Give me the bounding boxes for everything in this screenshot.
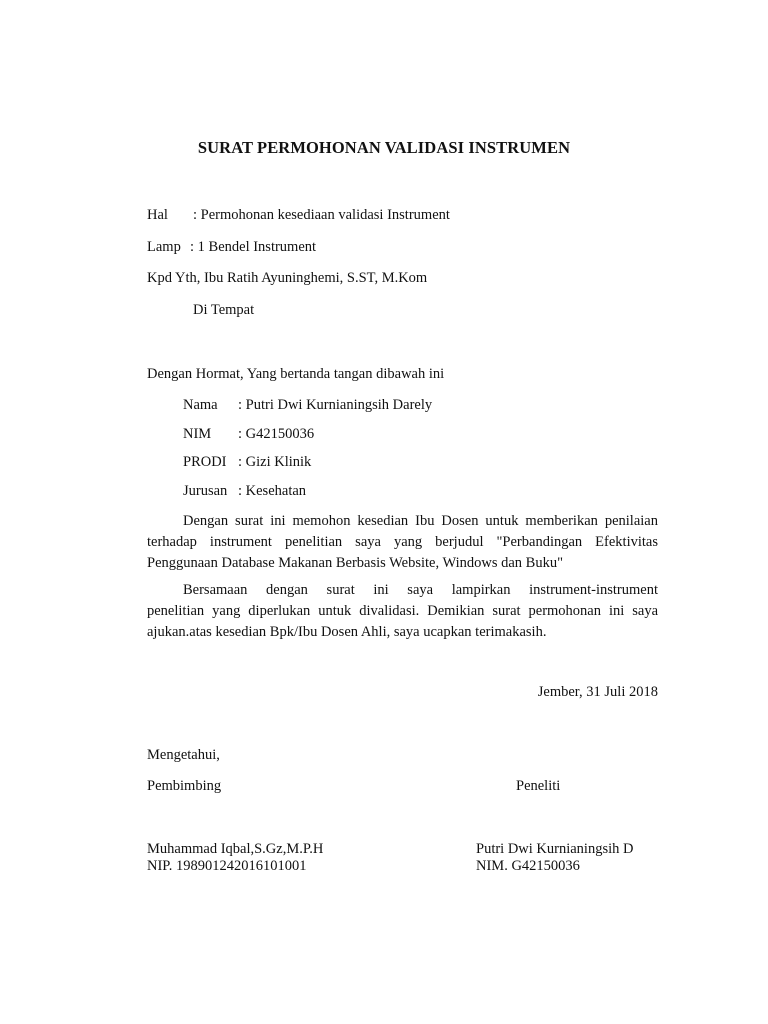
lamp-label: Lamp: [147, 239, 181, 255]
recipient: Kpd Yth, Ibu Ratih Ayuninghemi, S.ST, M.Kom: [147, 270, 428, 286]
researcher-nim: NIM. G42150036: [476, 858, 580, 874]
letter-title: SURAT PERMOHONAN VALIDASI INSTRUMEN: [197, 138, 571, 157]
place: Di Tempat: [193, 302, 255, 318]
supervisor-nip: NIP. 198901242016101001: [147, 858, 307, 874]
prodi-value: : Gizi Klinik: [238, 454, 312, 470]
paragraph-line: terhadap instrument penelitian saya yang berjudul "Perbandingan Efektivitas: [147, 534, 658, 550]
supervisor-name: Muhammad Iqbal,S.Gz,M.P.H: [147, 841, 324, 857]
paragraph-request: [147, 511, 658, 574]
jurusan-value: : Kesehatan: [238, 483, 307, 499]
letter-date: Jember, 31 Juli 2018: [537, 684, 658, 700]
researcher-role: Peneliti: [516, 778, 561, 794]
nama-label: Nama: [183, 397, 218, 413]
acknowledge-label: Mengetahui,: [147, 747, 220, 763]
paragraph-line: ajukan.atas kesedian Bpk/Ibu Dosen Ahli, saya ucapkan terimakasih.: [147, 624, 547, 640]
paragraph-line: penelitian yang diperlukan untuk divalidasi. Demikian surat permohonan ini saya: [147, 603, 658, 619]
nim-value: : G42150036: [238, 426, 315, 442]
nama-value: : Putri Dwi Kurnianingsih Darely: [238, 397, 433, 413]
paragraph-line: Penggunaan Database Makanan Berbasis Website, Windows dan Buku": [147, 555, 563, 571]
greeting: Dengan Hormat, Yang bertanda tangan dibawah ini: [147, 366, 445, 382]
paragraph-attachment: [147, 580, 658, 643]
lamp-value: : 1 Bendel Instrument: [190, 239, 317, 255]
hal-value: : Permohonan kesediaan validasi Instrument: [193, 207, 450, 223]
paragraph-line: Dengan surat ini memohon kesedian Ibu Dosen untuk memberikan penilaian: [183, 513, 658, 529]
paragraph-line: Bersamaan dengan surat ini saya lampirkan instrument-instrument: [183, 582, 658, 598]
nim-label: NIM: [183, 426, 212, 442]
prodi-label: PRODI: [183, 454, 227, 470]
jurusan-label: Jurusan: [183, 483, 228, 499]
researcher-name: Putri Dwi Kurnianingsih D: [476, 841, 634, 857]
supervisor-role: Pembimbing: [147, 778, 222, 794]
hal-label: Hal: [147, 207, 168, 223]
